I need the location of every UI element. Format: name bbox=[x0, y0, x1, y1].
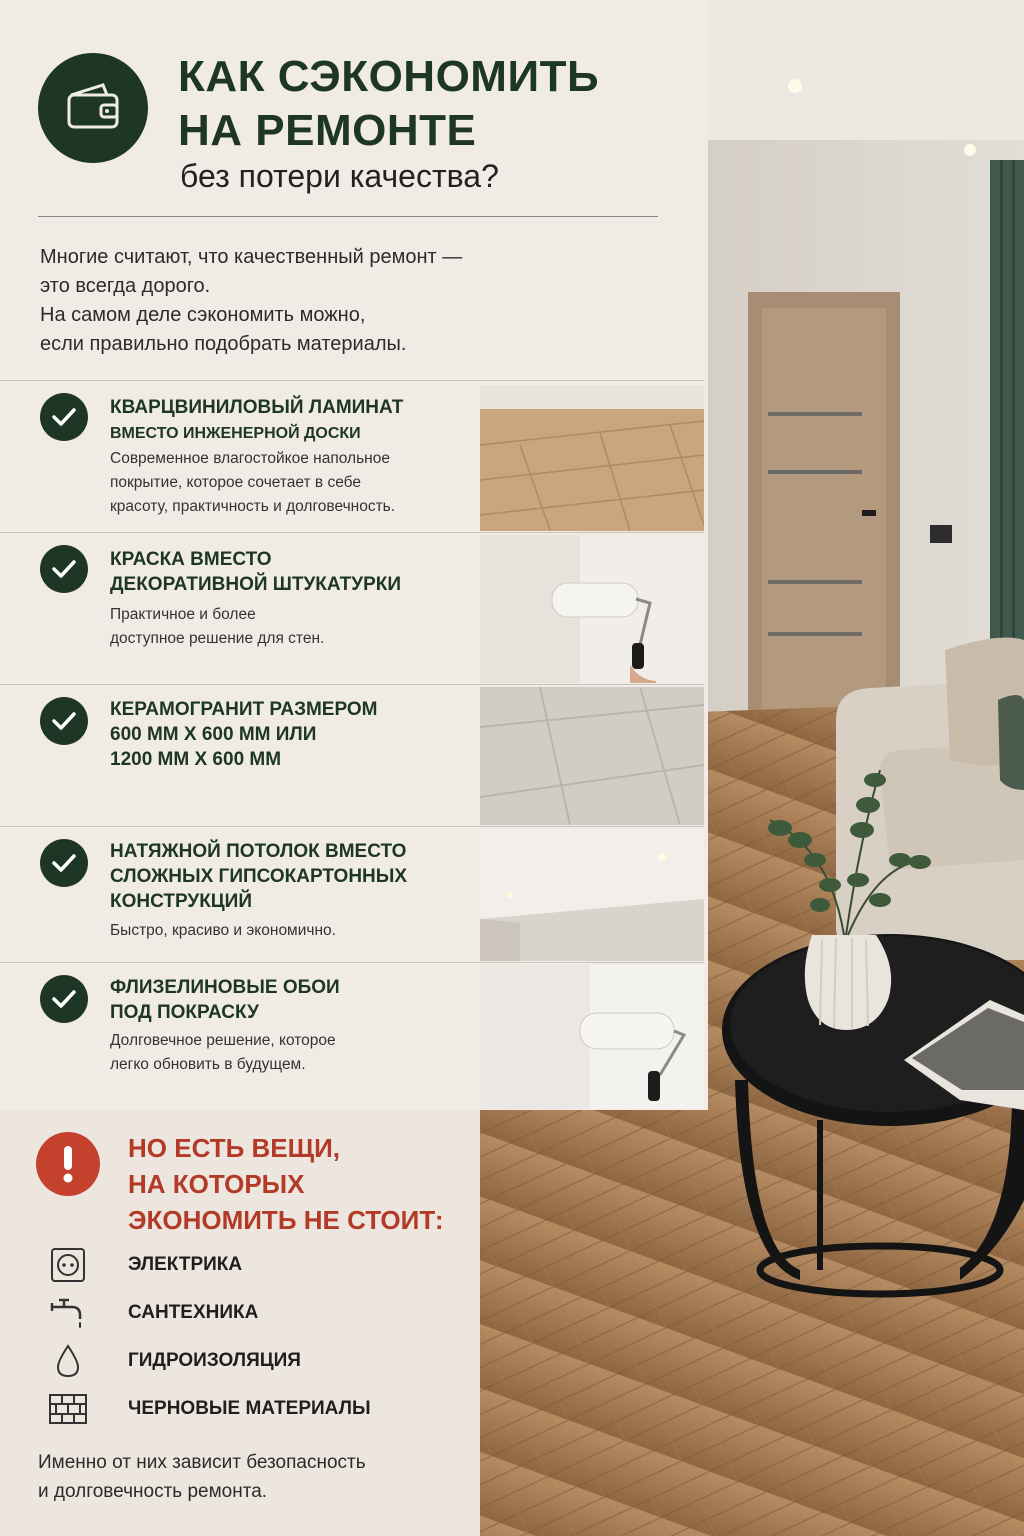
checkmark-icon bbox=[40, 975, 88, 1023]
checkmark-icon bbox=[40, 839, 88, 887]
paint-roller-photo bbox=[480, 535, 704, 683]
item-description: Современное влагостойкое напольное покрытие, которое сочетает в себе красоту, практичность и долговечность. bbox=[110, 450, 396, 515]
item-label: ГИДРОИЗОЛЯЦИЯ bbox=[128, 1350, 301, 1371]
item-description: Практичное и более доступное решение для стен. bbox=[110, 606, 325, 647]
logo-badge bbox=[38, 53, 148, 163]
list-item-porcelain bbox=[0, 684, 704, 826]
faucet-icon bbox=[44, 1293, 92, 1333]
warning-title: НО ЕСТЬ ВЕЩИ, НА КОТОРЫХ ЭКОНОМИТЬ НЕ СТОИТ: bbox=[128, 1133, 444, 1235]
laminate-photo bbox=[480, 385, 704, 531]
water-drop-icon bbox=[44, 1341, 92, 1381]
content-panel bbox=[0, 0, 708, 1110]
wallet-icon bbox=[63, 81, 123, 136]
brick-wall-icon bbox=[44, 1389, 92, 1429]
item-label: ЭЛЕКТРИКА bbox=[128, 1254, 243, 1275]
page-title bbox=[178, 50, 678, 158]
item-label: ЧЕРНОВЫЕ МАТЕРИАЛЫ bbox=[128, 1398, 371, 1419]
intro-line: Многие считают, что качественный ремонт — bbox=[40, 246, 463, 268]
item-description: Быстро, красиво и экономично. bbox=[110, 922, 336, 939]
list-item bbox=[44, 1243, 243, 1287]
list-item bbox=[44, 1291, 259, 1335]
exclamation-icon bbox=[36, 1132, 100, 1196]
list-item-ceiling bbox=[0, 826, 704, 962]
item-title: КЕРАМОГРАНИТ РАЗМЕРОМ 600 ММ Х 600 ММ ИЛИ 1200 ММ Х 600 ММ bbox=[110, 699, 378, 770]
ceiling-photo bbox=[480, 829, 704, 961]
item-title: ФЛИЗЕЛИНОВЫЕ ОБОИ ПОД ПОКРАСКУ bbox=[110, 977, 340, 1023]
list-item-laminate bbox=[0, 380, 704, 532]
page-subtitle: без потери качества? bbox=[180, 158, 499, 194]
intro-text bbox=[40, 243, 600, 359]
divider bbox=[38, 216, 658, 217]
checkmark-icon bbox=[40, 697, 88, 745]
list-item bbox=[44, 1387, 371, 1431]
socket-icon bbox=[44, 1245, 92, 1285]
item-title: КРАСКА ВМЕСТО ДЕКОРАТИВНОЙ ШТУКАТУРКИ bbox=[110, 549, 402, 595]
checkmark-icon bbox=[40, 393, 88, 441]
intro-line: если правильно подобрать материалы. bbox=[40, 333, 407, 355]
item-title: КВАРЦВИНИЛОВЫЙ ЛАМИНАТ ВМЕСТО ИНЖЕНЕРНОЙ ДОСКИ bbox=[110, 397, 404, 442]
tile-photo bbox=[480, 687, 704, 825]
list-item-wallpaper bbox=[0, 962, 704, 1110]
list-item bbox=[44, 1339, 301, 1383]
checkmark-icon bbox=[40, 545, 88, 593]
item-title: НАТЯЖНОЙ ПОТОЛОК ВМЕСТО СЛОЖНЫХ ГИПСОКАРТОННЫХ КОНСТРУКЦИЙ bbox=[110, 841, 408, 912]
item-description: Долговечное решение, которое легко обновить в будущем. bbox=[110, 1032, 336, 1073]
list-item-paint bbox=[0, 532, 704, 684]
footer-text bbox=[38, 1448, 468, 1506]
footer-line: Именно от них зависит безопасность bbox=[38, 1452, 366, 1473]
title-line-1: КАК СЭКОНОМИТЬ bbox=[178, 52, 600, 101]
intro-line: это всегда дорого. bbox=[40, 275, 211, 297]
intro-line: На самом деле сэкономить можно, bbox=[40, 304, 366, 326]
footer-line: и долговечность ремонта. bbox=[38, 1481, 268, 1502]
title-line-2: НА РЕМОНТЕ bbox=[178, 106, 477, 155]
wallpaper-roller-photo bbox=[480, 965, 704, 1109]
item-label: САНТЕХНИКА bbox=[128, 1302, 259, 1323]
